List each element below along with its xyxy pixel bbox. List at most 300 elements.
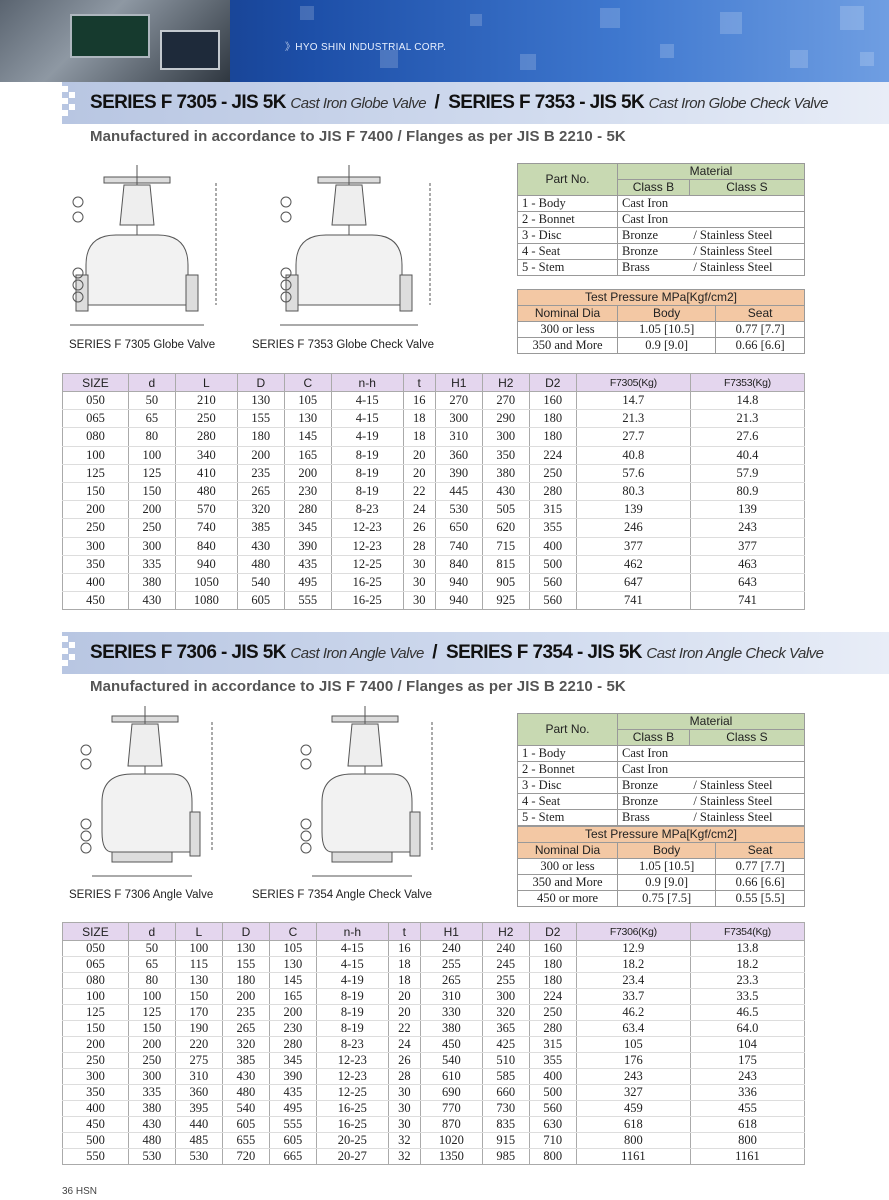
table-cell: 80.9 (690, 482, 804, 500)
table-cell: 100 (63, 989, 129, 1005)
table-row (63, 1053, 805, 1069)
table-cell: 12-25 (316, 1085, 388, 1101)
table-cell: 250 (128, 1053, 175, 1069)
table-row: 3 - Disc Bronze / Stainless Steel (518, 778, 805, 794)
table-cell: 350 (63, 1085, 129, 1101)
table-cell: 800 (690, 1133, 804, 1149)
table-cell: 430 (128, 592, 175, 610)
table-cell: 18 (403, 428, 435, 446)
table-cell: 150 (63, 1021, 129, 1037)
table-cell: 235 (237, 464, 284, 482)
table-row: 1 - Body Cast Iron (518, 196, 805, 212)
table-cell: 160 (529, 941, 576, 957)
table-cell: 290 (482, 410, 529, 428)
table-cell: 180 (222, 973, 269, 989)
table-cell: 1080 (175, 592, 237, 610)
table-cell: 310 (420, 989, 482, 1005)
table-cell: 255 (482, 973, 529, 989)
column-header: H1 (435, 374, 482, 392)
table-row (63, 1149, 805, 1165)
table-cell: 080 (63, 428, 129, 446)
table-cell: 18 (403, 410, 435, 428)
table-cell: 340 (175, 446, 237, 464)
table-cell: 12-23 (316, 1069, 388, 1085)
table-cell: 150 (128, 1021, 175, 1037)
table-cell: 275 (175, 1053, 222, 1069)
table-cell: 32 (388, 1149, 420, 1165)
table-cell: 335 (128, 1085, 175, 1101)
table-row (63, 1085, 805, 1101)
table-cell: 450 (63, 1117, 129, 1133)
column-header: D (222, 923, 269, 941)
table-cell: 840 (435, 555, 482, 573)
table-cell: 741 (576, 592, 690, 610)
table-cell: 220 (175, 1037, 222, 1053)
table-cell: 377 (576, 537, 690, 555)
table-cell: 23.3 (690, 973, 804, 989)
table-cell: 500 (529, 555, 576, 573)
table-cell: 410 (175, 464, 237, 482)
table-cell: 495 (284, 573, 331, 591)
table-cell: 270 (482, 392, 529, 410)
table-cell: 365 (482, 1021, 529, 1037)
table-cell: 12-23 (331, 537, 403, 555)
table-cell: 250 (63, 519, 129, 537)
table-cell: 125 (63, 1005, 129, 1021)
table-row (63, 501, 805, 519)
table-cell: 605 (222, 1117, 269, 1133)
section1-manufactured: Manufactured in accordance to JIS F 7400 / Flanges as per JIS B 2210 - 5K (90, 128, 626, 145)
table-cell: 385 (237, 519, 284, 537)
table-cell: 336 (690, 1085, 804, 1101)
table-cell: 24 (388, 1037, 420, 1053)
table-cell: 27.6 (690, 428, 804, 446)
table-cell: 210 (175, 392, 237, 410)
table-cell: 50 (128, 392, 175, 410)
table-cell: 555 (284, 592, 331, 610)
column-header: n-h (331, 374, 403, 392)
table-cell: 495 (269, 1101, 316, 1117)
table-cell: 104 (690, 1037, 804, 1053)
table-cell: 345 (284, 519, 331, 537)
table-cell: 200 (222, 989, 269, 1005)
table-cell: 200 (128, 501, 175, 519)
caption-angle-check-valve: SERIES F 7354 Angle Check Valve (252, 889, 433, 901)
table-cell: 125 (128, 1005, 175, 1021)
table-cell: 310 (175, 1069, 222, 1085)
table-cell: 540 (222, 1101, 269, 1117)
table-cell: 18 (388, 973, 420, 989)
table-cell: 915 (482, 1133, 529, 1149)
table-row: 300 or less 1.05 [10.5] 0.77 [7.7] (518, 859, 805, 875)
section1-title: SERIES F 7305 - JIS 5K Cast Iron Globe Valve / SERIES F 7353 - JIS 5K Cast Iron Globe Check Valve (90, 92, 828, 113)
table-cell: 224 (529, 446, 576, 464)
table-cell: 335 (128, 555, 175, 573)
table-cell: 280 (175, 428, 237, 446)
table-cell: 22 (388, 1021, 420, 1037)
table-cell: 8-23 (316, 1037, 388, 1053)
table-cell: 430 (222, 1069, 269, 1085)
column-header: d (128, 923, 175, 941)
table-cell: 28 (403, 537, 435, 555)
table-cell: 180 (529, 973, 576, 989)
table-cell: 180 (529, 410, 576, 428)
table-cell: 200 (284, 464, 331, 482)
table-row (63, 392, 805, 410)
table-row (63, 446, 805, 464)
table-cell: 105 (269, 941, 316, 957)
table-cell: 530 (175, 1149, 222, 1165)
table-cell: 618 (576, 1117, 690, 1133)
table-cell: 1050 (175, 573, 237, 591)
table-cell: 65 (128, 957, 175, 973)
table-cell: 150 (175, 989, 222, 1005)
table-cell: 445 (435, 482, 482, 500)
table-row (63, 1101, 805, 1117)
table-cell: 65 (128, 410, 175, 428)
table-cell: 175 (690, 1053, 804, 1069)
table-cell: 21.3 (576, 410, 690, 428)
table-cell: 435 (284, 555, 331, 573)
table-cell: 1161 (576, 1149, 690, 1165)
table-cell: 280 (529, 482, 576, 500)
table-cell: 462 (576, 555, 690, 573)
column-header: F7306(Kg) (576, 923, 690, 941)
table-cell: 480 (175, 482, 237, 500)
table-cell: 530 (128, 1149, 175, 1165)
table-cell: 300 (482, 989, 529, 1005)
table-cell: 46.2 (576, 1005, 690, 1021)
table-cell: 265 (222, 1021, 269, 1037)
table-cell: 150 (128, 482, 175, 500)
table-cell: 155 (222, 957, 269, 973)
table-cell: 430 (237, 537, 284, 555)
table-cell: 16-25 (316, 1117, 388, 1133)
table-cell: 240 (482, 941, 529, 957)
table-cell: 165 (284, 446, 331, 464)
table-cell: 1350 (420, 1149, 482, 1165)
table-cell: 12-25 (331, 555, 403, 573)
table-cell: 8-19 (316, 989, 388, 1005)
table-cell: 30 (388, 1101, 420, 1117)
column-header: F7353(Kg) (690, 374, 804, 392)
table-row: 350 and More 0.9 [9.0] 0.66 [6.6] (518, 875, 805, 891)
table-cell: 130 (175, 973, 222, 989)
table-cell: 815 (482, 555, 529, 573)
column-header: D (237, 374, 284, 392)
table-cell: 243 (690, 519, 804, 537)
globe-check-valve-drawing (272, 155, 452, 335)
table-cell: 243 (690, 1069, 804, 1085)
column-header: t (388, 923, 420, 941)
table-cell: 21.3 (690, 410, 804, 428)
column-header: F7354(Kg) (690, 923, 804, 941)
table-cell: 200 (128, 1037, 175, 1053)
table-cell: 18.2 (690, 957, 804, 973)
table-cell: 620 (482, 519, 529, 537)
section2-title: SERIES F 7306 - JIS 5K Cast Iron Angle Valve / SERIES F 7354 - JIS 5K Cast Iron Angle Check Valve (90, 642, 824, 663)
table-cell: 145 (284, 428, 331, 446)
table-cell: 20 (388, 1005, 420, 1021)
column-header: D2 (529, 923, 576, 941)
table-cell: 100 (128, 446, 175, 464)
table-cell: 30 (403, 573, 435, 591)
table-cell: 650 (435, 519, 482, 537)
table-cell: 100 (63, 446, 129, 464)
table-cell: 176 (576, 1053, 690, 1069)
table-cell: 30 (403, 592, 435, 610)
table-cell: 665 (269, 1149, 316, 1165)
table-cell: 710 (529, 1133, 576, 1149)
table-cell: 57.9 (690, 464, 804, 482)
table-cell: 530 (435, 501, 482, 519)
header-banner (0, 0, 889, 82)
table-row: 3 - Disc Bronze / Stainless Steel (518, 228, 805, 244)
table-cell: 250 (529, 464, 576, 482)
table-cell: 224 (529, 989, 576, 1005)
column-header: L (175, 374, 237, 392)
table-cell: 455 (690, 1101, 804, 1117)
column-header: d (128, 374, 175, 392)
table-cell: 20-27 (316, 1149, 388, 1165)
table-cell: 250 (128, 519, 175, 537)
table-cell: 16 (388, 941, 420, 957)
table-cell: 14.7 (576, 392, 690, 410)
table-cell: 165 (269, 989, 316, 1005)
table-cell: 100 (128, 989, 175, 1005)
column-header: L (175, 923, 222, 941)
table-cell: 540 (237, 573, 284, 591)
table-cell: 8-19 (331, 482, 403, 500)
table-cell: 18.2 (576, 957, 690, 973)
table-cell: 655 (222, 1133, 269, 1149)
table-cell: 250 (529, 1005, 576, 1021)
table-cell: 40.8 (576, 446, 690, 464)
table-cell: 33.7 (576, 989, 690, 1005)
table-cell: 610 (420, 1069, 482, 1085)
table-cell: 770 (420, 1101, 482, 1117)
table-cell: 540 (420, 1053, 482, 1069)
table-cell: 480 (222, 1085, 269, 1101)
table-cell: 380 (128, 573, 175, 591)
table-cell: 4-15 (316, 957, 388, 973)
table-cell: 300 (128, 1069, 175, 1085)
table-cell: 14.8 (690, 392, 804, 410)
table-cell: 16-25 (331, 573, 403, 591)
table-cell: 8-23 (331, 501, 403, 519)
table-cell: 080 (63, 973, 129, 989)
table-row (63, 537, 805, 555)
table-cell: 720 (222, 1149, 269, 1165)
table-cell: 125 (63, 464, 129, 482)
table-cell: 12.9 (576, 941, 690, 957)
table-cell: 4-15 (331, 410, 403, 428)
table-cell: 355 (529, 519, 576, 537)
section1-material-table: Part No. Material Class B Class S 1 - Body Cast Iron 2 - Bonnet Cast Iron 3 - Disc Bronze / Stainless Steel 4 - Seat Bronze / Stainless Steel 5 - Stem Brass / Stainless Steel (517, 163, 805, 276)
section2-pressure-table: Test Pressure MPa[Kgf/cm2] Nominal Dia Body Seat 300 or less 1.05 [10.5] 0.77 [7.7] 350 and More 0.9 [9.0] 0.66 [6.6] 450 or more 0.75 [7.5] 0.55 [5.5] (517, 826, 805, 907)
table-cell: 130 (284, 410, 331, 428)
table-cell: 265 (237, 482, 284, 500)
page-footer: 36 HSN (62, 1186, 98, 1197)
table-row: 5 - Stem Brass / Stainless Steel (518, 260, 805, 276)
table-cell: 940 (435, 592, 482, 610)
table-cell: 280 (529, 1021, 576, 1037)
table-cell: 265 (420, 973, 482, 989)
table-cell: 155 (237, 410, 284, 428)
table-cell: 139 (690, 501, 804, 519)
table-cell: 125 (128, 464, 175, 482)
table-cell: 145 (269, 973, 316, 989)
table-row (63, 573, 805, 591)
table-cell: 740 (435, 537, 482, 555)
table-cell: 12-23 (316, 1053, 388, 1069)
table-cell: 500 (63, 1133, 129, 1149)
table-row (63, 1037, 805, 1053)
table-cell: 505 (482, 501, 529, 519)
table-row: 4 - Seat Bronze / Stainless Steel (518, 244, 805, 260)
table-row (63, 428, 805, 446)
table-cell: 26 (388, 1053, 420, 1069)
table-cell: 345 (269, 1053, 316, 1069)
table-cell: 741 (690, 592, 804, 610)
table-row: 450 or more 0.75 [7.5] 0.55 [5.5] (518, 891, 805, 907)
table-cell: 480 (237, 555, 284, 573)
table-cell: 485 (175, 1133, 222, 1149)
table-cell: 26 (403, 519, 435, 537)
table-cell: 605 (269, 1133, 316, 1149)
table-cell: 4-15 (316, 941, 388, 957)
table-cell: 400 (63, 573, 129, 591)
table-cell: 230 (284, 482, 331, 500)
table-cell: 380 (482, 464, 529, 482)
table-row: 350 and More 0.9 [9.0] 0.66 [6.6] (518, 338, 805, 354)
table-cell: 27.7 (576, 428, 690, 446)
table-cell: 330 (420, 1005, 482, 1021)
table-cell: 170 (175, 1005, 222, 1021)
table-cell: 230 (269, 1021, 316, 1037)
table-cell: 390 (269, 1069, 316, 1085)
table-cell: 510 (482, 1053, 529, 1069)
table-cell: 430 (482, 482, 529, 500)
table-cell: 430 (128, 1117, 175, 1133)
caption-angle-valve: SERIES F 7306 Angle Valve (69, 889, 214, 901)
table-cell: 50 (128, 941, 175, 957)
table-row (63, 464, 805, 482)
table-row (63, 519, 805, 537)
table-cell: 643 (690, 573, 804, 591)
table-cell: 390 (284, 537, 331, 555)
table-cell: 480 (128, 1133, 175, 1149)
table-cell: 20-25 (316, 1133, 388, 1149)
table-cell: 560 (529, 573, 576, 591)
table-row (63, 1133, 805, 1149)
table-cell: 459 (576, 1101, 690, 1117)
table-cell: 105 (284, 392, 331, 410)
table-cell: 80 (128, 973, 175, 989)
table-cell: 065 (63, 410, 129, 428)
table-cell: 160 (529, 392, 576, 410)
table-cell: 30 (388, 1117, 420, 1133)
table-cell: 130 (269, 957, 316, 973)
table-cell: 18 (388, 957, 420, 973)
column-header: H2 (482, 374, 529, 392)
table-cell: 243 (576, 1069, 690, 1085)
table-cell: 16 (403, 392, 435, 410)
table-row: 2 - Bonnet Cast Iron (518, 212, 805, 228)
table-cell: 200 (63, 1037, 129, 1053)
table-cell: 730 (482, 1101, 529, 1117)
table-cell: 327 (576, 1085, 690, 1101)
table-cell: 740 (175, 519, 237, 537)
table-cell: 647 (576, 573, 690, 591)
table-cell: 618 (690, 1117, 804, 1133)
table-cell: 940 (435, 573, 482, 591)
caption-globe-valve: SERIES F 7305 Globe Valve (69, 339, 216, 351)
table-cell: 630 (529, 1117, 576, 1133)
table-cell: 130 (237, 392, 284, 410)
table-cell: 180 (529, 428, 576, 446)
column-header: t (403, 374, 435, 392)
table-cell: 985 (482, 1149, 529, 1165)
table-cell: 200 (269, 1005, 316, 1021)
table-cell: 315 (529, 1037, 576, 1053)
section2-size-table (62, 922, 805, 1165)
table-cell: 400 (63, 1101, 129, 1117)
table-cell: 20 (403, 464, 435, 482)
table-cell: 425 (482, 1037, 529, 1053)
table-cell: 360 (435, 446, 482, 464)
table-row (63, 555, 805, 573)
table-cell: 8-19 (331, 446, 403, 464)
table-cell: 400 (529, 1069, 576, 1085)
table-row (63, 1117, 805, 1133)
table-cell: 390 (435, 464, 482, 482)
table-cell: 245 (482, 957, 529, 973)
table-cell: 300 (63, 537, 129, 555)
header-photo (0, 0, 230, 82)
table-cell: 350 (482, 446, 529, 464)
table-cell: 280 (284, 501, 331, 519)
table-cell: 12-23 (331, 519, 403, 537)
column-header: F7305(Kg) (576, 374, 690, 392)
table-cell: 360 (175, 1085, 222, 1101)
table-cell: 80 (128, 428, 175, 446)
table-cell: 246 (576, 519, 690, 537)
table-cell: 320 (237, 501, 284, 519)
table-cell: 715 (482, 537, 529, 555)
table-row: 1 - Body Cast Iron (518, 746, 805, 762)
table-cell: 180 (237, 428, 284, 446)
table-row (63, 1069, 805, 1085)
table-cell: 8-19 (316, 1021, 388, 1037)
table-cell: 40.4 (690, 446, 804, 464)
table-row (63, 1021, 805, 1037)
table-cell: 560 (529, 592, 576, 610)
table-cell: 105 (576, 1037, 690, 1053)
globe-valve-drawing (66, 155, 246, 335)
table-cell: 32 (388, 1133, 420, 1149)
table-cell: 30 (388, 1085, 420, 1101)
table-cell: 500 (529, 1085, 576, 1101)
table-cell: 550 (63, 1149, 129, 1165)
table-cell: 57.6 (576, 464, 690, 482)
angle-check-valve-drawing (292, 702, 472, 882)
table-cell: 835 (482, 1117, 529, 1133)
column-header: SIZE (63, 923, 129, 941)
table-cell: 870 (420, 1117, 482, 1133)
table-cell: 560 (529, 1101, 576, 1117)
table-cell: 180 (529, 957, 576, 973)
